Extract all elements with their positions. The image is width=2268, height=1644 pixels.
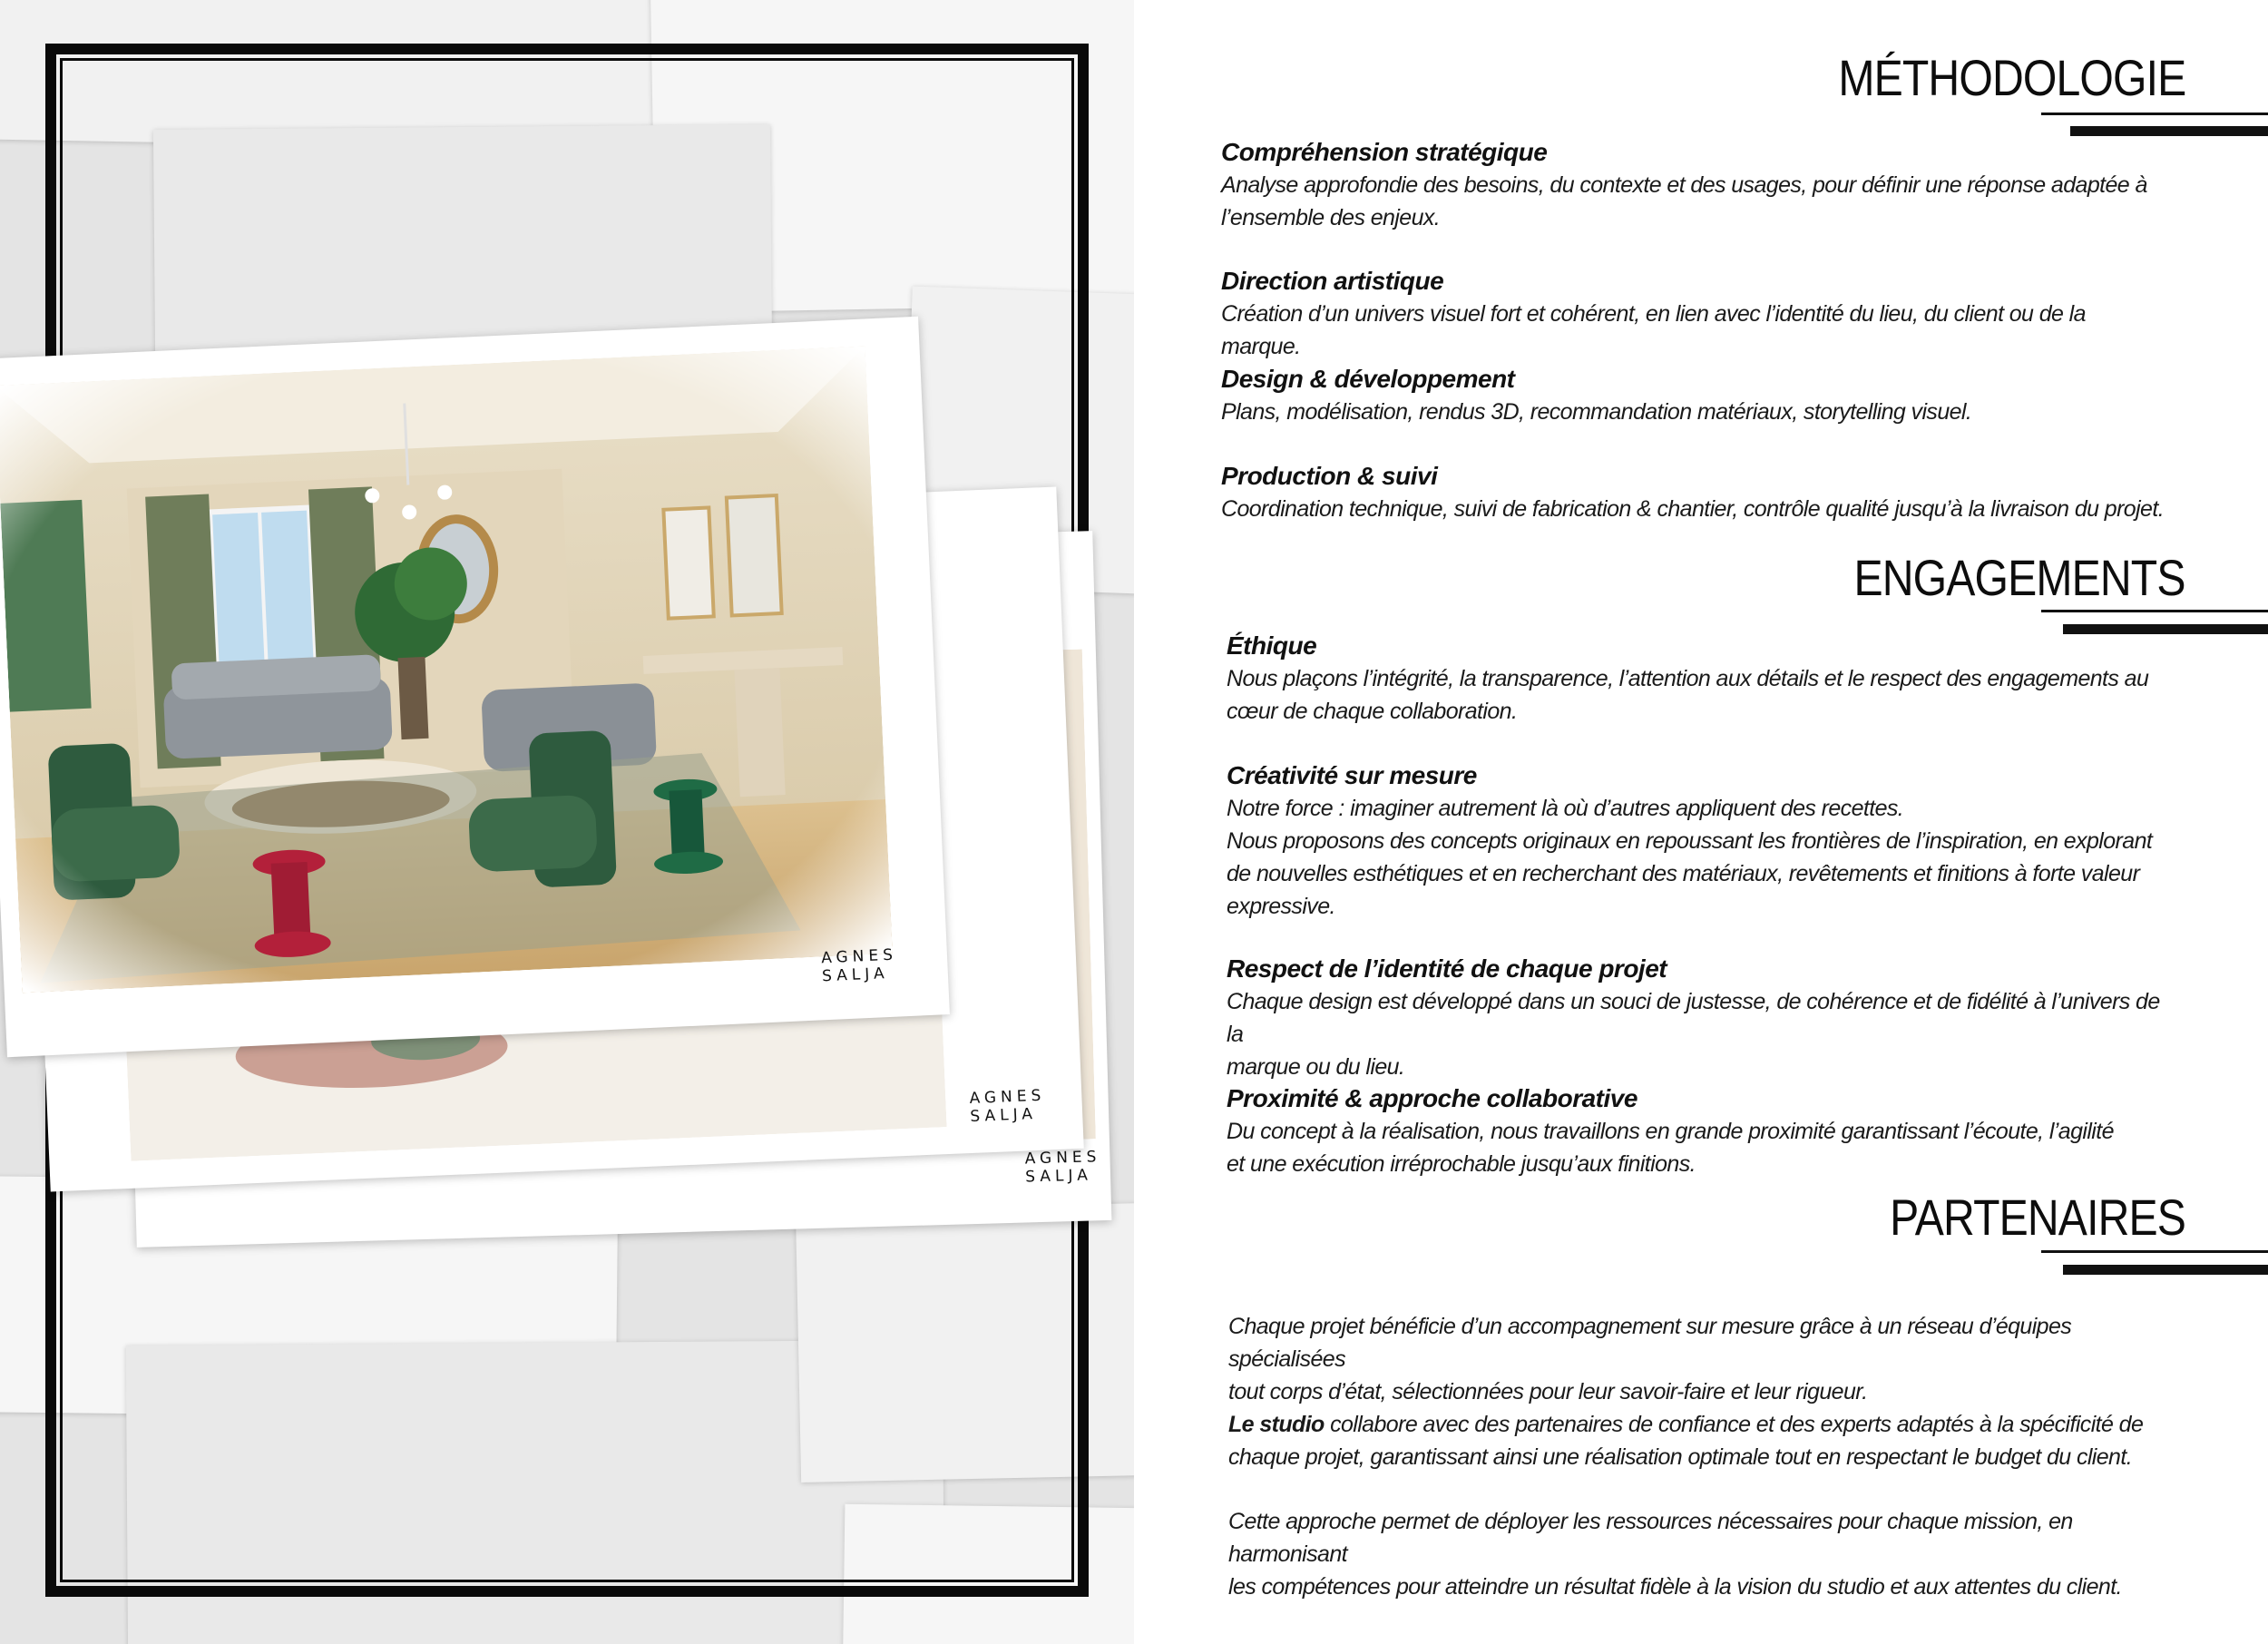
partenaires-paragraph: Chaque projet bénéficie d’un accompagnement sur mesure grâce à un réseau d’équipes spécialisées tout corps d’état, sélectionnées pour leur savoir-faire et leur rigueur. xyxy=(1228,1314,2072,1404)
item-text: Nous plaçons l’intégrité, la transparence, l’attention aux détails et le respect des engagements au cœur de chaque collaboration. xyxy=(1227,666,2149,724)
section-title-methodologie: MÉTHODOLOGIE xyxy=(1837,49,2185,106)
title-rule-thin xyxy=(2041,113,2268,115)
engagements-item xyxy=(1227,1082,2170,1180)
studio-label: Le studio xyxy=(1228,1412,1325,1437)
item-title: Éthique xyxy=(1227,631,1317,660)
sketch-card-front xyxy=(0,317,950,1057)
item-text: Création d’un univers visuel fort et cohérent, en lien avec l’identité du lieu, du client ou de la marque. xyxy=(1221,301,2086,359)
brand-signature: AGNES SALJA xyxy=(820,945,898,986)
item-title: Proximité & approche collaborative xyxy=(1227,1084,1637,1112)
engagements-item xyxy=(1227,759,2170,923)
item-title: Production & suivi xyxy=(1221,462,1438,490)
item-text: Coordination technique, suivi de fabrication & chantier, contrôle qualité jusqu’à la livraison du projet. xyxy=(1221,496,2165,522)
item-title: Créativité sur mesure xyxy=(1227,761,1477,789)
item-text: Analyse approfondie des besoins, du contexte et des usages, pour définir une réponse adaptée à l’ensemble des enjeux. xyxy=(1221,172,2147,230)
item-title: Direction artistique xyxy=(1221,267,1444,295)
engagements-item xyxy=(1227,630,2170,728)
methodologie-item xyxy=(1221,363,2165,428)
engagements-item xyxy=(1227,953,2170,1083)
title-rule-thick xyxy=(2063,1265,2268,1275)
brand-signature: AGNES SALJA xyxy=(1024,1148,1101,1187)
partenaires-paragraph: Cette approche permet de déployer les ressources nécessaires pour chaque mission, en harmonisant les compétences pour atteindre un résultat fidèle à la vision du studio et aux attentes du client. xyxy=(1228,1509,2122,1600)
item-text: Plans, modélisation, rendus 3D, recommandation matériaux, storytelling visuel. xyxy=(1221,399,1972,425)
item-text: Du concept à la réalisation, nous travaillons en grande proximité garantissant l’écoute, l’agilité et une exécution irréprochable jusqu’aux finitions. xyxy=(1227,1119,2114,1177)
title-rule-thick xyxy=(2070,126,2268,136)
item-text: Notre force : imaginer autrement là où d’autres appliquent des recettes. Nous proposons des concepts originaux en repoussant les frontières de l’inspiration, en explorant de nouvelles esthétiques et en recherchant des matériaux, revêtements et finitions à forte valeur expressive. xyxy=(1227,796,2153,919)
methodologie-item xyxy=(1221,136,2165,234)
brand-signature: AGNES SALJA xyxy=(969,1086,1046,1127)
paragraph-text: collabore avec des partenaires de confiance et des experts adaptés à la spécificité de chaque projet, garantissant ainsi une réalisation optimale tout en respectant le budget du client. xyxy=(1228,1412,2144,1470)
item-text: Chaque design est développé dans un souci de justesse, de cohérence et de fidélité à l’univers de la marque ou du lieu. xyxy=(1227,989,2160,1080)
item-title: Compréhension stratégique xyxy=(1221,138,1548,166)
section-title-partenaires: PARTENAIRES xyxy=(1890,1189,2185,1246)
title-rule-thin xyxy=(2041,1250,2268,1253)
item-title: Design & développement xyxy=(1221,365,1515,393)
title-rule-thin xyxy=(2041,610,2268,612)
methodologie-item xyxy=(1221,460,2165,525)
section-title-engagements: ENGAGEMENTS xyxy=(1853,549,2185,606)
text-panel xyxy=(1134,0,2268,1644)
methodologie-item xyxy=(1221,265,2165,363)
item-title: Respect de l’identité de chaque projet xyxy=(1227,954,1667,983)
living-room-rendering xyxy=(0,346,893,993)
partenaires-paragraph xyxy=(1228,1408,2172,1473)
